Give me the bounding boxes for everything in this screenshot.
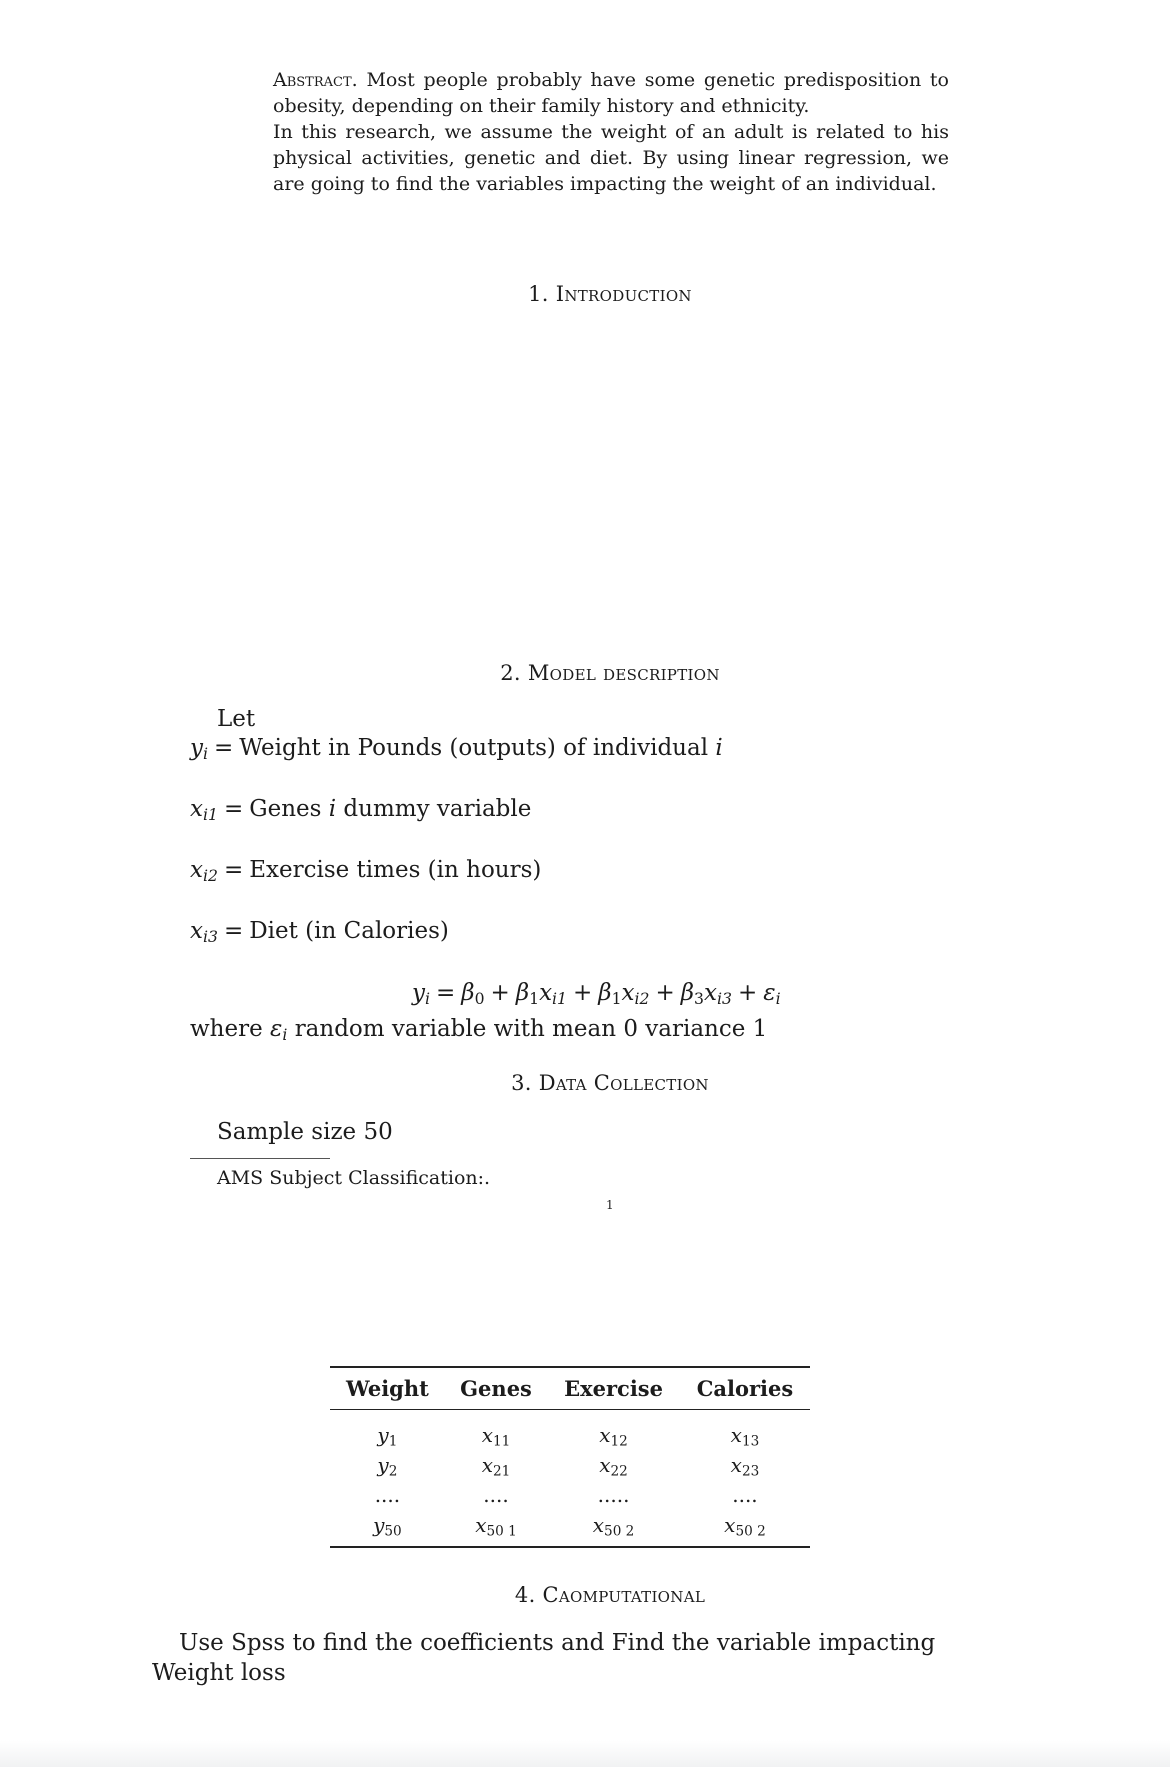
section-heading-model: 2. Model description [500,661,720,685]
page-bottom-shade [0,1740,1170,1767]
table-header-calories: Calories [680,1367,810,1410]
table-row [330,1410,810,1451]
footnote-divider [190,1158,330,1159]
table-row [330,1510,810,1547]
definition-y-index: i [715,735,723,761]
abstract-label: Abstract. [273,69,358,91]
table-cell: $x_{13}$ [730,1423,760,1450]
let-text: Let [217,706,256,732]
table-cell: $y_1$ [377,1423,398,1450]
table-cell: $x_{50 1}$ [445,1510,547,1547]
table-row [330,1450,810,1480]
regression-equation: $y_i = \beta_0 + \beta_1x_{i1} + \beta_1x_{i2} + \beta_3x_{i3} + \varepsilon_i$ [412,980,781,1008]
section-heading-computational: 4. Caomputational [514,1583,706,1607]
abstract-line-1: Most people probably have some genetic predisposition to obesity, depending on their family history and ethnicity. [273,69,949,117]
section-heading-data-collection: 3. Data Collection [511,1071,709,1095]
definition-x1-tail: dummy variable [343,796,532,822]
table-cell: $y_{50}$ [330,1510,445,1547]
definition-y: $y_i$ = Weight in Pounds (outputs) of individual i [190,735,723,763]
table-cell: $x_{11}$ [481,1423,511,1450]
table-cell-ellipsis: .... [374,1483,401,1507]
table-cell: $x_{50 2}$ [547,1510,680,1547]
table-row [330,1480,810,1510]
table-cell-ellipsis: .... [732,1483,758,1507]
sample-size-text: Sample size 50 [217,1119,393,1145]
section-heading-introduction: 1. Introduction [528,282,692,306]
definition-x1: $x_{i1}$ = Genes i dummy variable [190,796,532,824]
definition-x1-text: Genes [249,796,322,822]
footnote-ams-classification: AMS Subject Classification:. [217,1167,491,1189]
abstract [273,67,949,197]
error-term-description: where $\varepsilon_i$ random variable with mean 0 variance 1 [190,1016,768,1044]
computational-text: Use Spss to find the coefficients and Find the variable impacting Weight loss [152,1630,936,1686]
table-cell: $y_2$ [377,1453,398,1480]
data-table [330,1366,810,1548]
definition-x2: $x_{i2}$ = Exercise times (in hours) [190,857,542,885]
table-cell: $x_{21}$ [481,1453,511,1480]
definition-x3: $x_{i3}$ = Diet (in Calories) [190,918,449,946]
where-suffix: random variable with mean 0 variance 1 [294,1016,768,1042]
table-cell-ellipsis: ..... [597,1483,630,1507]
table-header-weight: Weight [330,1367,445,1410]
table-cell: $x_{22}$ [599,1453,628,1480]
abstract-line-2: In this research, we assume the weight of an adult is related to his physical activities, genetic and diet. By using linear regression, we are going to find the variables impacting the weight of an individual. [273,121,949,195]
table-cell: $x_{12}$ [599,1423,628,1450]
where-prefix: where [190,1016,263,1042]
table-header-genes: Genes [445,1367,547,1410]
table-header-row [330,1367,810,1410]
definition-x2-text: Exercise times (in hours) [249,857,542,883]
table-header-exercise: Exercise [547,1367,680,1410]
definition-x3-text: Diet (in Calories) [249,918,449,944]
definition-y-text: Weight in Pounds (outputs) of individual [239,735,709,761]
table-cell: $x_{50 2}$ [680,1510,810,1547]
table-cell: $x_{23}$ [730,1453,760,1480]
definition-x1-index: i [328,796,337,822]
page-number: 1 [606,1198,614,1212]
table-cell-ellipsis: .... [483,1483,509,1507]
